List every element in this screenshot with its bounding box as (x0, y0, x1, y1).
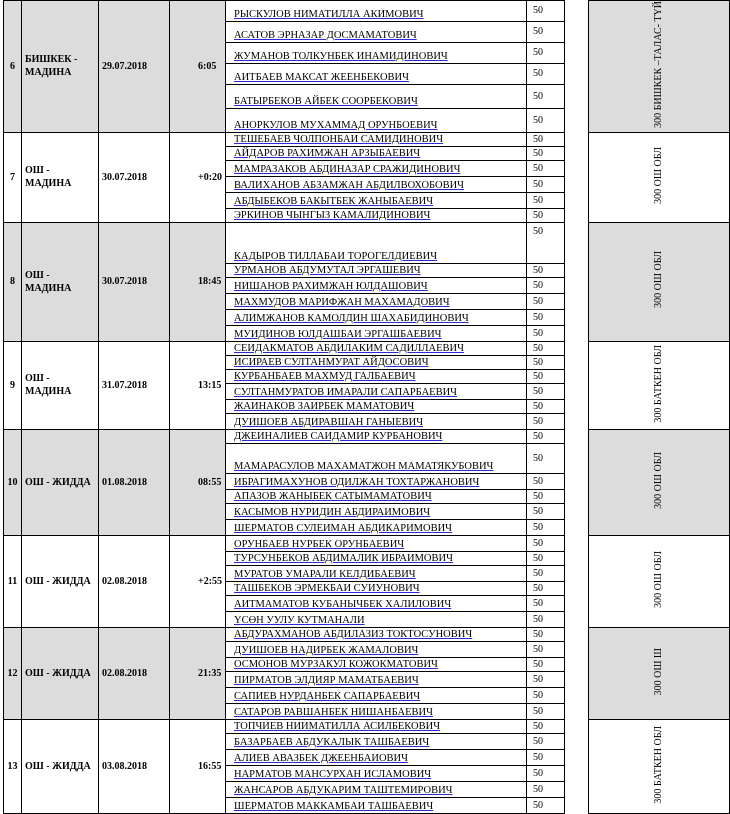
spacer-cell (565, 551, 589, 565)
passenger-name-text: МАМАРАСУЛОВ МАХАМАТЖОН МАМАТЯКУБОВИЧ (234, 460, 494, 472)
amount-cell: 50 (527, 341, 565, 355)
amount-cell: 50 (527, 383, 565, 399)
spacer-cell (565, 503, 589, 519)
spacer-cell (565, 671, 589, 687)
spacer-cell (565, 657, 589, 671)
amount-cell: 50 (527, 443, 565, 473)
amount-cell: 50 (527, 519, 565, 535)
passenger-name-text: ТУРСУНБЕКОВ АБДИМАЛИК ИБРАИМОВИЧ (234, 552, 453, 564)
time-cell: +2:55 (170, 535, 226, 627)
route-cell: ОШ - ЖИДДА (22, 429, 99, 535)
table-row (4, 719, 730, 733)
passenger-name-text: АЛИМЖАНОВ КАМОЛДИН ШАХАБИДИНОВИЧ (234, 312, 469, 324)
amount-cell: 50 (527, 399, 565, 413)
amount-cell: 50 (527, 595, 565, 611)
spacer-cell (565, 399, 589, 413)
spacer-cell (565, 1, 589, 22)
destination-text: 300 ОШ Ш (653, 647, 664, 696)
spacer-cell (565, 176, 589, 192)
passenger-name-text: МУРАТОВ УМАРАЛИ КЕЛДИБАЕВИЧ (234, 568, 416, 580)
passenger-name (226, 551, 527, 565)
group-number: 9 (4, 341, 22, 429)
amount-cell: 50 (527, 429, 565, 443)
passenger-name (226, 208, 527, 222)
route-cell: ОШ - МАДИНА (22, 341, 99, 429)
amount-cell: 50 (527, 703, 565, 719)
passenger-name (226, 535, 527, 551)
spacer-cell (565, 21, 589, 42)
passenger-name-text: ҮСӨН УУЛУ КУТМАНАЛИ (234, 614, 365, 626)
passenger-name-text: ШЕРМАТОВ МАККАМБАИ ТАШБАЕВИЧ (234, 800, 434, 812)
passenger-name (226, 84, 527, 108)
passenger-name (226, 503, 527, 519)
passenger-name (226, 192, 527, 208)
table-row (4, 132, 730, 146)
spacer-cell (565, 84, 589, 108)
passenger-name-text: ДУИШОЕВ АБДИРАВШАН ГАНЫЕВИЧ (234, 416, 424, 428)
spacer-cell (565, 341, 589, 355)
spacer-cell (565, 208, 589, 222)
passenger-name (226, 277, 527, 293)
spacer-cell (565, 63, 589, 84)
passenger-name (226, 641, 527, 657)
amount-cell: 50 (527, 627, 565, 641)
time-cell: 18:45 (170, 222, 226, 341)
table-row (4, 341, 730, 355)
group-number: 7 (4, 132, 22, 222)
route-cell: ОШ - МАДИНА (22, 132, 99, 222)
route-cell: ОШ - МАДИНА (22, 222, 99, 341)
passenger-name-text: БАЗАРБАЕВ АБДУКАЛЫК ТАШБАЕВИЧ (234, 736, 430, 748)
route-cell: БИШКЕК - МАДИНА (22, 1, 99, 133)
destination-text: 300 ОШ ОБЛ (653, 146, 664, 204)
amount-cell: 50 (527, 473, 565, 489)
passenger-name (226, 222, 527, 263)
passenger-name (226, 160, 527, 176)
passenger-name-text: ДЖЕИНАЛИЕВ САИДАМИР КУРБАНОВИЧ (234, 430, 443, 442)
passenger-name (226, 595, 527, 611)
amount-cell: 50 (527, 671, 565, 687)
amount-cell: 50 (527, 535, 565, 551)
destination-cell (589, 535, 730, 627)
amount-cell: 50 (527, 263, 565, 277)
spacer-cell (565, 519, 589, 535)
passenger-name-text: МАМРАЗАКОВ АБДИНАЗАР СРАЖИДИНОВИЧ (234, 163, 461, 175)
passenger-name-text: САТАРОВ РАВШАНБЕК НИШАНБАЕВИЧ (234, 706, 433, 718)
date-cell: 29.07.2018 (99, 1, 170, 133)
destination-text: 300 БИШКЕК –ТАЛАС- ТҮЙ (653, 1, 664, 128)
passenger-name (226, 719, 527, 733)
passenger-name (226, 325, 527, 341)
amount-cell: 50 (527, 277, 565, 293)
amount-cell: 50 (527, 132, 565, 146)
destination-cell (589, 341, 730, 429)
spacer-cell (565, 687, 589, 703)
time-cell: 6:05 (170, 1, 226, 133)
passenger-name (226, 42, 527, 63)
spacer-cell (565, 581, 589, 595)
amount-cell: 50 (527, 293, 565, 309)
passenger-name-text: ШЕРМАТОВ СУЛЕИМАН АБДИКАРИМОВИЧ (234, 522, 452, 534)
amount-cell: 50 (527, 781, 565, 797)
passenger-name-text: АБДУРАХМАНОВ АБДИЛАЗИЗ ТОКТОСУНОВИЧ (234, 628, 473, 640)
amount-cell: 50 (527, 108, 565, 132)
spacer-cell (565, 627, 589, 641)
destination-text: 300 БАТКЕН ОБЛ (653, 725, 664, 804)
passenger-name-text: РЫСКУЛОВ НИМАТИЛЛА АКИМОВИЧ (234, 8, 424, 20)
passenger-name (226, 687, 527, 703)
passenger-name (226, 1, 527, 22)
spacer-cell (565, 595, 589, 611)
amount-cell: 50 (527, 222, 565, 263)
passenger-name-text: СЕИДАКМАТОВ АБДИЛАКИМ САДИЛЛАЕВИЧ (234, 342, 464, 354)
amount-cell: 50 (527, 192, 565, 208)
time-cell: 16:55 (170, 719, 226, 813)
spacer-cell (565, 611, 589, 627)
spacer-cell (565, 489, 589, 503)
amount-cell: 50 (527, 355, 565, 369)
passenger-name-text: МУИДИНОВ ЮЛДАШБАИ ЭРГАШБАЕВИЧ (234, 328, 442, 340)
amount-cell: 50 (527, 503, 565, 519)
passenger-name-text: АПАЗОВ ЖАНЫБЕК САТЫМАМАТОВИЧ (234, 490, 432, 502)
passenger-name (226, 671, 527, 687)
destination-text: 300 ОШ ОБЛ (653, 550, 664, 608)
spacer-cell (565, 146, 589, 160)
destination-text: 300 ОШ ОБЛ (653, 251, 664, 309)
passenger-name-text: ЖАИНАКОВ ЗАИРБЕК МАМАТОВИЧ (234, 400, 415, 412)
destination-cell (589, 132, 730, 222)
amount-cell: 50 (527, 611, 565, 627)
amount-cell: 50 (527, 63, 565, 84)
spacer-cell (565, 535, 589, 551)
passenger-name-text: НАРМАТОВ МАНСУРХАН ИСЛАМОВИЧ (234, 768, 432, 780)
amount-cell: 50 (527, 749, 565, 765)
group-number: 11 (4, 535, 22, 627)
passenger-name-text: КУРБАНБАЕВ МАХМУД ГАЛБАЕВИЧ (234, 370, 416, 382)
spacer-cell (565, 719, 589, 733)
amount-cell: 50 (527, 733, 565, 749)
passenger-name-text: КАДЫРОВ ТИЛЛАБАИ ТОРОГЕЛДИЕВИЧ (234, 250, 438, 262)
amount-cell: 50 (527, 146, 565, 160)
passenger-name (226, 627, 527, 641)
passenger-name-text: ЖУМАНОВ ТОЛКУНБЕК ИНАМИДИНОВИЧ (234, 50, 448, 62)
passenger-name (226, 797, 527, 813)
time-cell: 13:15 (170, 341, 226, 429)
destination-cell (589, 1, 730, 133)
passenger-name (226, 132, 527, 146)
passenger-name-text: ЖАНСАРОВ АБДУКАРИМ ТАШТЕМИРОВИЧ (234, 784, 453, 796)
passenger-name (226, 176, 527, 192)
passenger-name (226, 489, 527, 503)
time-cell: 21:35 (170, 627, 226, 719)
passenger-name-text: АБДЫБЕКОВ БАКЫТБЕК ЖАНЫБАЕВИЧ (234, 195, 434, 207)
amount-cell: 50 (527, 565, 565, 581)
amount-cell: 50 (527, 208, 565, 222)
table-row (4, 1, 730, 22)
table-row (4, 222, 730, 263)
date-cell: 02.08.2018 (99, 535, 170, 627)
passenger-name (226, 399, 527, 413)
amount-cell: 50 (527, 42, 565, 63)
route-cell: ОШ - ЖИДДА (22, 627, 99, 719)
date-cell: 30.07.2018 (99, 222, 170, 341)
date-cell: 02.08.2018 (99, 627, 170, 719)
date-cell: 30.07.2018 (99, 132, 170, 222)
spacer-cell (565, 413, 589, 429)
passenger-name-text: ИСИРАЕВ СУЛТАНМУРАТ АЙДОСОВИЧ (234, 356, 429, 368)
passenger-name-text: ВАЛИХАНОВ АБЗАМЖАН АБДИЛВОХОБОВИЧ (234, 179, 465, 191)
spacer-cell (565, 192, 589, 208)
spacer-cell (565, 749, 589, 765)
destination-cell (589, 222, 730, 341)
spacer-cell (565, 293, 589, 309)
amount-cell: 50 (527, 489, 565, 503)
passenger-name-text: ОСМОНОВ МУРЗАКУЛ КОЖОКМАТОВИЧ (234, 658, 438, 670)
passenger-name-text: ЭРКИНОВ ЧЫНГЫЗ КАМАЛИДИНОВИЧ (234, 209, 431, 221)
passenger-name (226, 749, 527, 765)
spacer-cell (565, 108, 589, 132)
spacer-cell (565, 383, 589, 399)
passenger-name (226, 703, 527, 719)
passenger-name (226, 263, 527, 277)
passenger-name (226, 429, 527, 443)
spacer-cell (565, 565, 589, 581)
passenger-name-text: АНОРКУЛОВ МУХАММАД ОРУНБОЕВИЧ (234, 119, 438, 131)
date-cell: 31.07.2018 (99, 341, 170, 429)
route-cell: ОШ - ЖИДДА (22, 719, 99, 813)
spacer-cell (565, 42, 589, 63)
amount-cell: 50 (527, 176, 565, 192)
amount-cell: 50 (527, 581, 565, 595)
passenger-name-text: АСАТОВ ЭРНАЗАР ДОСМАМАТОВИЧ (234, 29, 417, 41)
group-number: 12 (4, 627, 22, 719)
passenger-name-text: ДУИШОЕВ НАДИРБЕК ЖАМАЛОВИЧ (234, 644, 419, 656)
passenger-name (226, 293, 527, 309)
destination-cell (589, 429, 730, 535)
passenger-name (226, 473, 527, 489)
destination-cell (589, 719, 730, 813)
amount-cell: 50 (527, 369, 565, 383)
amount-cell: 50 (527, 21, 565, 42)
passenger-name-text: ПИРМАТОВ ЭЛДИЯР МАМАТБАЕВИЧ (234, 674, 419, 686)
group-number: 8 (4, 222, 22, 341)
passenger-name-text: СУЛТАНМУРАТОВ ИМАРАЛИ САПАРБАЕВИЧ (234, 386, 457, 398)
passenger-name (226, 565, 527, 581)
amount-cell: 50 (527, 719, 565, 733)
passenger-name (226, 355, 527, 369)
table-row (4, 429, 730, 443)
passenger-name-text: МАХМУДОВ МАРИФЖАН МАХАМАДОВИЧ (234, 296, 450, 308)
spacer-cell (565, 443, 589, 473)
time-cell: 08:55 (170, 429, 226, 535)
passenger-name-text: АЛИЕВ АВАЗБЕК ДЖЕЕНБАИОВИЧ (234, 752, 408, 764)
spacer-cell (565, 263, 589, 277)
passenger-name (226, 309, 527, 325)
spacer-cell (565, 781, 589, 797)
spacer-cell (565, 222, 589, 263)
spacer-cell (565, 277, 589, 293)
passenger-name-text: УРМАНОВ АБДУМУТАЛ ЭРГАШЕВИЧ (234, 264, 421, 276)
spacer-cell (565, 132, 589, 146)
time-cell: +0:20 (170, 132, 226, 222)
passenger-name (226, 108, 527, 132)
amount-cell: 50 (527, 641, 565, 657)
passenger-name-text: НИШАНОВ РАХИМЖАН ЮЛДАШОВИЧ (234, 280, 428, 292)
date-cell: 01.08.2018 (99, 429, 170, 535)
destination-cell (589, 627, 730, 719)
passenger-name (226, 657, 527, 671)
amount-cell: 50 (527, 84, 565, 108)
route-cell: ОШ - ЖИДДА (22, 535, 99, 627)
passenger-name-text: АИТБАЕВ МАКСАТ ЖЕЕНБЕКОВИЧ (234, 71, 409, 83)
group-number: 6 (4, 1, 22, 133)
destination-text: 300 БАТКЕН ОБЛ (653, 344, 664, 423)
spacer-cell (565, 797, 589, 813)
passenger-name-text: САПИЕВ НУРДАНБЕК САПАРБАЕВИЧ (234, 690, 421, 702)
table-row (4, 627, 730, 641)
passenger-name (226, 765, 527, 781)
spacer-cell (565, 473, 589, 489)
passenger-name (226, 21, 527, 42)
amount-cell: 50 (527, 657, 565, 671)
amount-cell: 50 (527, 309, 565, 325)
passenger-name (226, 519, 527, 535)
passenger-name (226, 413, 527, 429)
spacer-cell (565, 309, 589, 325)
amount-cell: 50 (527, 413, 565, 429)
group-number: 10 (4, 429, 22, 535)
amount-cell: 50 (527, 325, 565, 341)
passenger-name (226, 781, 527, 797)
spacer-cell (565, 160, 589, 176)
spacer-cell (565, 733, 589, 749)
spacer-cell (565, 369, 589, 383)
amount-cell: 50 (527, 551, 565, 565)
passenger-name (226, 369, 527, 383)
passenger-table (3, 0, 730, 814)
passenger-name (226, 63, 527, 84)
destination-text: 300 ОШ ОБЛ (653, 451, 664, 509)
passenger-name (226, 146, 527, 160)
amount-cell: 50 (527, 797, 565, 813)
amount-cell: 50 (527, 160, 565, 176)
passenger-name (226, 611, 527, 627)
passenger-name-text: ТОПЧИЕВ НИИМАТИЛЛА АСИЛБЕКОВИЧ (234, 720, 441, 732)
passenger-name (226, 383, 527, 399)
spacer-cell (565, 641, 589, 657)
passenger-name-text: АИТМАМАТОВ КУБАНЫЧБЕК ХАЛИЛОВИЧ (234, 598, 452, 610)
passenger-name-text: ИБРАГИМАХУНОВ ОДИЛЖАН ТОХТАРЖАНОВИЧ (234, 476, 480, 488)
passenger-name (226, 733, 527, 749)
passenger-name-text: АЙДАРОВ РАХИМЖАН АРЗЫБАЕВИЧ (234, 147, 421, 159)
passenger-name-text: БАТЫРБЕКОВ АЙБЕК СООРБЕКОВИЧ (234, 95, 418, 107)
table-row (4, 535, 730, 551)
passenger-name (226, 581, 527, 595)
spacer-cell (565, 355, 589, 369)
amount-cell: 50 (527, 1, 565, 22)
passenger-name-text: ОРУНБАЕВ НУРБЕК ОРУНБАЕВИЧ (234, 538, 405, 550)
spacer-cell (565, 429, 589, 443)
group-number: 13 (4, 719, 22, 813)
passenger-name-text: ТЕШЕБАЕВ ЧОЛПОНБАИ САМИДИНОВИЧ (234, 133, 444, 145)
passenger-name-text: ТАШБЕКОВ ЭРМЕКБАИ СУИУНОВИЧ (234, 582, 420, 594)
passenger-name (226, 341, 527, 355)
spacer-cell (565, 765, 589, 781)
spacer-cell (565, 703, 589, 719)
passenger-name-text: КАСЫМОВ НУРИДИН АБДИРАИМОВИЧ (234, 506, 431, 518)
date-cell: 03.08.2018 (99, 719, 170, 813)
passenger-name (226, 443, 527, 473)
spacer-cell (565, 325, 589, 341)
amount-cell: 50 (527, 687, 565, 703)
amount-cell: 50 (527, 765, 565, 781)
